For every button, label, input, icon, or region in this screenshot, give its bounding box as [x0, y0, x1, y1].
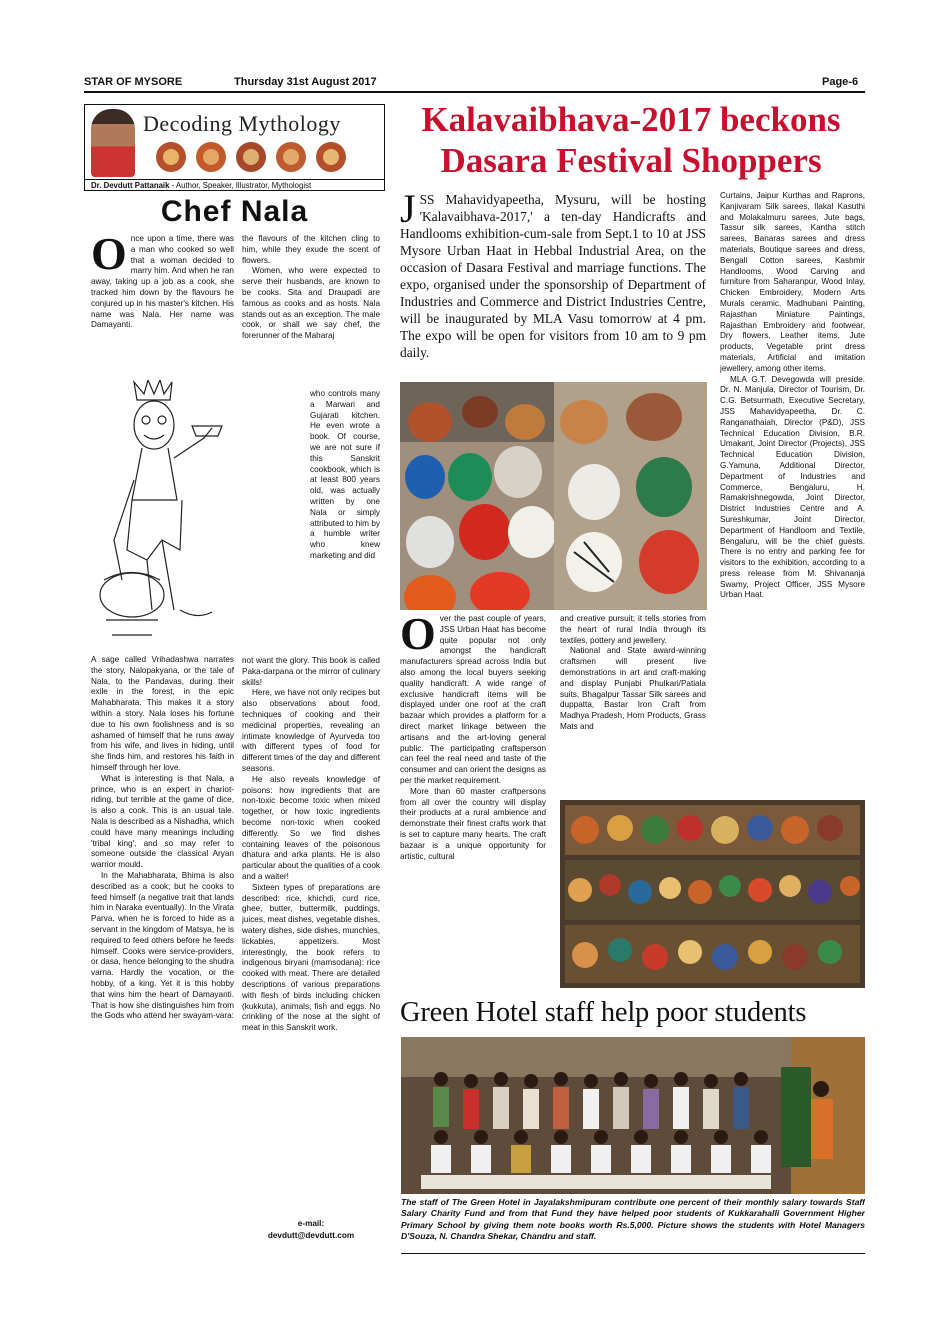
pottery-photo-right: [554, 382, 707, 610]
nala-illustration: [92, 380, 237, 650]
chef-p4: In the Mahabharata, Bhima is also described as a cook; but he cooks to feed himself (a negative trait that lands him in Naraka eventually). In the Virata Parva, when he is forced to hide as a servant in the kingdom of Matsya, he is required to feed others before he feeds himself. Cooks were service-providers, or dasa, hence belonging to the shudra varna. Hardly the vocation, or the hobby, of a king. Yet it is this hobby that wins him the heart of Damayanti. That is how she distinguishes him from the Gods who attend her swayam-vara:: [91, 870, 234, 1021]
dolls-photo-art: [560, 800, 865, 988]
chef-p3: What is interesting is that Nala, a prince, who is an expert in chariot-riding, but terrible at the game of dice, is also a cook. This is an usual tale. Nala is described as a Nishadha, which could have many meanings including 'tribal king', and so may refer to someone outside the classical Aryan warrior mould.: [91, 773, 234, 870]
chef-col2-p4: Here, we have not only recipes but also observations about food, techniques of cooking and their medicinal properties, revealing an intimate knowledge of Ayurveda too with different types of food for different times of the day and different seasons.: [242, 688, 380, 773]
green-photo-art: [401, 1037, 865, 1194]
kala-c1-p1: ver the past couple of years, JSS Urban Haat has become quite popular not only amongst the handicraft manufacturers spread across India but also among the local buyers seeking quality handicraft. A wide range of exclusive handicraft items will be displayed under one roof at the craft bazaar which provides a platform for a direct market linkage between the artisans and the art-loving general public. The participating craftsperson can feel the real need and taste of the consumer and can orient the designs as per the market requirement.: [400, 614, 546, 785]
masthead-paper: STAR OF MYSORE: [84, 76, 183, 88]
chef-headline: Chef Nala: [160, 195, 309, 228]
chef-p2: A sage called Vrihadashwa narrates the story, Nalopakyana, or the tale of Nala, to the Pandavas, during their exile in the forest, in the epic Mahabharata. This makes it a story within a story. Nala loses his fortune due to his own foolishness and is so ashamed of himself that he runs away from his wife, and lives in hiding, until she finds him, and restores his faith in himself through her love.: [91, 655, 234, 772]
green-headline: Green Hotel staff help poor students: [400, 997, 807, 1028]
kala-col1: [400, 614, 546, 988]
byline-name: Dr. Devdutt Pattanaik: [91, 181, 170, 190]
nala-sketch-icon: [92, 380, 237, 650]
column-title: Decoding Mythology: [143, 111, 341, 136]
kala-col2: [560, 614, 706, 794]
deity-faces: [155, 140, 355, 174]
chef-col1-bottom: [91, 655, 234, 1240]
chef-col2-p6: Sixteen types of preparations are described: rice, khichdi, curd rice, ghee, butter, buttermilk, puddings, juices, meat dishes, vegetable dishes, watery dishes, side dishes, munchies, lickables, appetizers. Most interestingly, the book refers to indigenous biryani (mamsodana): rice cooked with meat. There are detailed descriptions of various preparations with flesh of birds including chicken (kukkuta), animals, fish and eggs. No crinkling of the nose at the sight of meat in this Sanskrit work.: [242, 882, 380, 1033]
column-byline: [85, 179, 384, 191]
kala-headline-1: Kalavaibhava-2017 beckons: [421, 100, 841, 139]
kala-intro-text: SS Mahavidyapeetha, Mysuru, will be hosting 'Kalavaibhava-2017,' a ten-day Handicrafts and Handlooms exhibition-cum-sale from Sept.1 to 10 at JSS Mysore Urban Haat in Hebbal Industrial Area, on the occasion of Dasara Festival and marriage functions. The expo, organised under the sponsorship of Department of Industries and Commerce and District Industries Centre, will be inaugurated by MLA Vasu tomorrow at 4 pm. The expo will be open for visitors from 10 am to 9 pm daily.: [400, 192, 706, 360]
pottery-photo: [400, 382, 554, 610]
chef-col2-top: [242, 234, 380, 388]
kala-intro: [400, 191, 706, 376]
green-caption-rule: [401, 1253, 865, 1254]
kala-c2-p2: National and State award-winning craftsmen will present live demonstrations in art and craft-making and display Punjabi Phulkari/Patiala suits, Bhagalpur Tassar Silk sarees and duppatta, Bastar Iron Craft from Madhya Pradesh, Horn Products, Grass Mats and: [560, 646, 706, 731]
author-photo: [91, 109, 135, 177]
email-address[interactable]: devdutt@devdutt.com: [267, 1231, 355, 1240]
kala-intro-drop: J: [400, 191, 416, 231]
chef-col2-narrow: [310, 389, 380, 655]
chef-col2-p2: Women, who were expected to serve their husbands, are known to be cooks. Sita and Draupadi are famous as cooks and as hosts. Nala stands out as an exception. The male cook, or shall we say chef, the forerunner of the Maharaj: [242, 266, 380, 341]
chef-col2-bottom: [242, 656, 380, 1216]
kala-col3: [720, 191, 865, 795]
pottery-photo-art: [400, 382, 554, 610]
kala-c3-p1: Curtains, Jaipur Kurthas and Raprons, Kanjivaram Silk sarees, Ilakal Kasuthi and Molakalmuru sarees, Jute bags, Tassur silk sarees, Kantha stitch sarees, Banaras sarees and dress materials, Boutique sarees and dress, Bengali Cotton sarees, Kashmir Handlooms, Wood Carving and furniture from Saharanpur, Wood Inlay, Chicken Embroidery, Modern Arts Murals ceramic, Madhubani Painting, Rajasthan Miniature Paintings, Rajasthan Embroidery and footwear, Dry flowers, Leather items, Jute products, Vegetable print dress materials, Artificial and imitation jewellery, among other items.: [720, 191, 865, 373]
chef-col1-top: [91, 234, 234, 374]
pottery-photo-right-art: [554, 382, 707, 610]
column-header: [84, 104, 385, 191]
masthead-date: Thursday 31st August 2017: [234, 76, 377, 88]
email-label: e-mail:: [297, 1219, 325, 1228]
byline-desc: - Author, Speaker, Illustrator, Mythologist: [169, 181, 312, 190]
green-photo: [401, 1037, 865, 1194]
dolls-photo: [560, 800, 865, 988]
chef-col2-p5: He also reveals knowledge of poisons: how ingredients that are non-toxic become toxic when mixed together, or how toxic ingredients become non-toxic when cooked differently. So we find dishes containing leaves of the poisonous dhatura and arka plants. He is also particular about the qualities of a cook and a waiter!: [242, 774, 380, 881]
green-caption: The staff of The Green Hotel in Jayalakshmipuram contribute one percent of their monthly salary towards Staff Salary Charity Fund and from that Fund they have helped poor students of Kukkarahalli Government Higher Primary School by giving them note books worth Rs.5,000. Picture shows the students with Hotel Managers D'Souza, N. Chandra Shekar, Chandru and staff.: [401, 1197, 865, 1242]
kala-c3-p2: MLA G.T. Devegowda will preside. Dr. N. Manjula, Director of Tourism, Dr. C.G. Betsurmath, Executive Secretary, JSS Mahavidyapeetha, Dr. C. Ranganathaiah, Director (P&D), JSS Technical Education Division, B.R. Umakant, Joint Director (Projects), JSS Technical Education Division, G.Yamuna, Additional Director, Department of Industries and Commerce, Bengaluru, H. Ramakrishnegowda, Joint Director, District Industries Centre and A. Sureshkumar, Joint Director, Department of Handloom and Textile, Bengaluru, will be the chief guests. There is no entry and parking fee for visitors to the exhibition, according to a press release from M. Shivananja Swamy, Project Officer, JSS Mysore Urban Haat.: [720, 374, 865, 600]
chef-col2-narrow-text: who controls many a Marwari and Gujarati kitchen. He even wrote a book. Of course, we are not sure if this Sanskrit cookbook, which is at least 800 years old, was actually written by one Nala or simply attributed to him by a humble writer who knew marketing and did: [310, 389, 380, 560]
kala-c2-p1: and creative pursuit; it tells stories from the heart of rural India through its textiles, pottery and jewellery.: [560, 614, 706, 645]
chef-col2-cont: the flavours of the kitchen cling to him, while they exude the scent of flowers.: [242, 234, 380, 265]
chef-p1: nce upon a time, there was a man who cooked so well that a woman decided to marry him. And when he ran away, taking up a job as a cook, she tracked him down by the flavours he conjured up in his master's kitchen. His name was Nala. Her name was Damayanti.: [91, 234, 234, 330]
chef-dropcap: O: [91, 234, 127, 279]
deity-faces-icon: [155, 140, 355, 174]
kala-dropcap: O: [400, 614, 436, 659]
chef-col2-p3: not want the glory. This book is called Paka-darpana or the mirror of culinary skills!: [242, 656, 380, 687]
masthead-rule: [84, 91, 865, 93]
masthead-page: Page-6: [822, 76, 859, 88]
kala-c1-p2: More than 60 master craftpersons from all over the country will display their products at a rural ambience and demonstrate their finest crafts work that is set to capture many hearts. The craft bazaar is a unique opportunity for artistic, cultural: [400, 786, 546, 861]
kala-headline-2: Dasara Festival Shoppers: [440, 141, 822, 180]
